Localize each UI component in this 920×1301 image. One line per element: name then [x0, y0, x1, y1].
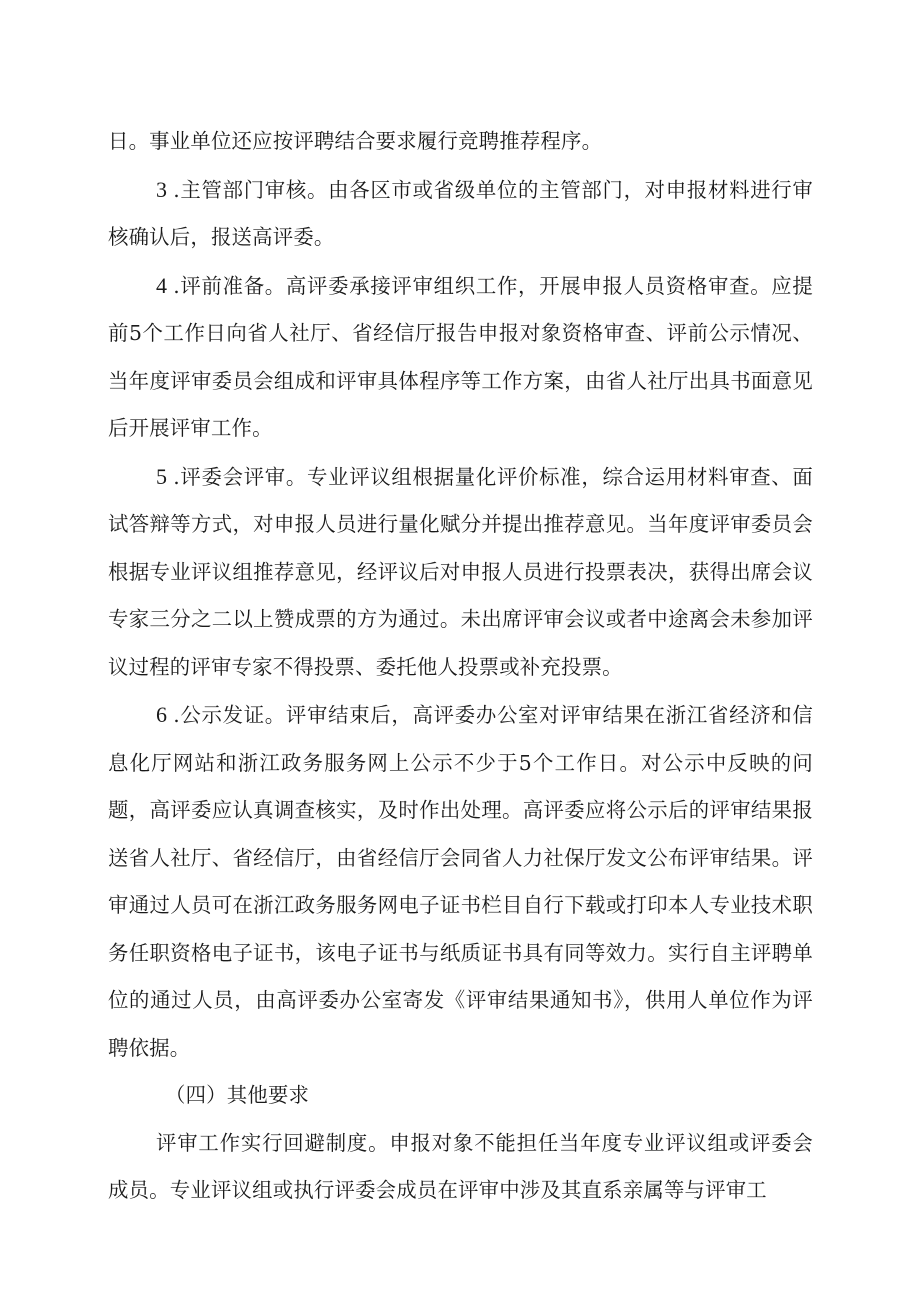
paragraph-text: .评前准备。高评委承接评审组织工作，开展申报人员资格审查。应提前5个工作日向省人社厅、省经信厅报告申报对象资格审查、评前公示情况、当年度评审委员会组成和评审具体程序等工作方案，由省人社厅出具书面意见后开展评审工作。 [108, 273, 813, 440]
document-body [108, 118, 813, 1215]
heading-text: （四）其他要求 [165, 1083, 310, 1107]
section-heading-other-requirements [108, 1072, 813, 1120]
paragraph-recusal [108, 1120, 813, 1215]
paragraph-text: .公示发证。评审结束后，高评委办公室对评审结果在浙江省经济和信息化厅网站和浙江政务服务网上公示不少于5个工作日。对公示中反映的问题，高评委应认真调查核实，及时作出处理。高评委应将公示后的评审结果报送省人社厅、省经信厅，由省经信厅会同省人力社保厅发文公布评审结果。评审通过人员可在浙江政务服务网电子证书栏目自行下载或打印本人专业技术职务任职资格电子证书，该电子证书与纸质证书具有同等效力。实行自主评聘单位的通过人员，由高评委办公室寄发《评审结果通知书》，供用人单位作为评聘依据。 [108, 703, 813, 1060]
item-number: 5 [156, 463, 168, 489]
paragraph-item-4 [108, 262, 813, 453]
paragraph-item-6 [108, 691, 813, 1072]
item-number: 4 [156, 272, 168, 298]
paragraph-item-5 [108, 453, 813, 692]
paragraph-text: 日。事业单位还应按评聘结合要求履行竞聘推荐程序。 [108, 129, 603, 153]
paragraph-text: .主管部门审核。由各区市或省级单位的主管部门，对申报材料进行审核确认后，报送高评委。 [108, 177, 813, 249]
paragraph-text: 评审工作实行回避制度。申报对象不能担任当年度专业评议组或评委会成员。专业评议组或执行评委会成员在评审中涉及其直系亲属等与评审工 [108, 1130, 813, 1202]
paragraph-text: .评委会评审。专业评议组根据量化评价标准，综合运用材料审查、面试答辩等方式，对申报人员进行量化赋分并提出推荐意见。当年度评审委员会根据专业评议组推荐意见，经评议后对申报人员进行投票表决，获得出席会议专家三分之二以上赞成票的方为通过。未出席评审会议或者中途离会未参加评议过程的评审专家不得投票、委托他人投票或补充投票。 [108, 464, 813, 679]
item-number: 6 [156, 702, 168, 727]
paragraph-continuation [108, 118, 813, 166]
item-number: 3 [156, 176, 168, 202]
paragraph-item-3 [108, 166, 813, 262]
